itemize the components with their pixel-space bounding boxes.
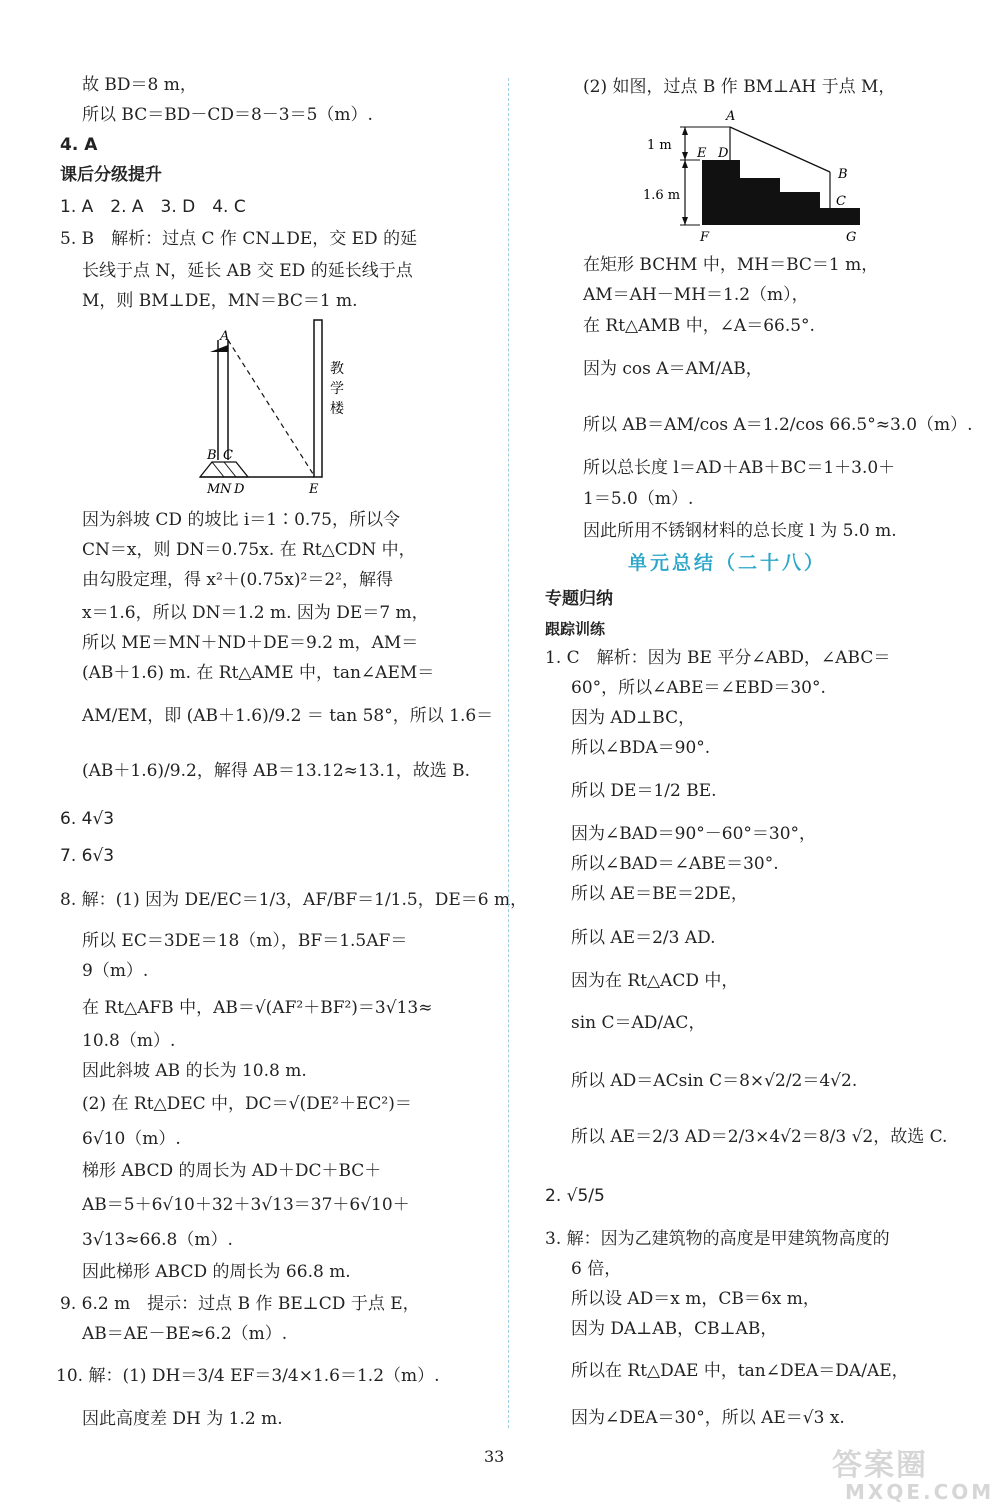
label-n: N xyxy=(220,482,232,497)
text-line: 所以 AB＝AM/cos A＝1.2/cos 66.5°≈3.0（m）. xyxy=(583,415,973,435)
answer-item: 1. C 解析：因为 BE 平分∠ABD，∠ABC＝ xyxy=(545,648,891,668)
text-line: 因此所用不锈钢材料的总长度 l 为 5.0 m. xyxy=(583,521,897,541)
text-line: 9（m）. xyxy=(82,961,149,981)
text-line: 所以 AE＝2/3 AD＝2/3×4√2＝8/3 √2，故选 C. xyxy=(571,1127,948,1147)
text-line: AB＝AE－BE≈6.2（m）. xyxy=(82,1324,288,1344)
label-d: D xyxy=(234,482,245,497)
label-b: B xyxy=(838,167,848,182)
text-line: 在 Rt△AFB 中，AB＝√(AF²＋BF²)＝3√13≈ xyxy=(82,998,433,1018)
answer-item: 4. A xyxy=(60,135,98,155)
answer-item: 7. 6√3 xyxy=(60,846,115,866)
text-line: 所以 AD＝ACsin C＝8×√2/2＝4√2. xyxy=(571,1071,858,1091)
label-m: M xyxy=(207,482,221,497)
answer-item: 9. 6.2 m 提示：过点 B 作 BE⊥CD 于点 E， xyxy=(60,1294,420,1314)
text-line: 所以 DE＝1/2 BE. xyxy=(571,781,717,801)
text-line: 在矩形 BCHM 中，MH＝BC＝1 m， xyxy=(583,255,879,275)
text-line: 故 BD＝8 m， xyxy=(82,75,197,95)
text-line: 所以在 Rt△DAE 中，tan∠DEA＝DA/AE， xyxy=(571,1361,909,1381)
text-line: 1＝5.0（m）. xyxy=(583,489,694,509)
text-line: (AB＋1.6) m. 在 Rt△AME 中，tan∠AEM＝ xyxy=(82,663,435,683)
figure-building-slope xyxy=(190,315,350,500)
text-line: 因此斜坡 AB 的长为 10.8 m. xyxy=(82,1061,307,1081)
answer-item: 10. 解：(1) DH＝3/4 EF＝3/4×1.6＝1.2（m）. xyxy=(56,1366,440,1386)
text-line: 因此高度差 DH 为 1.2 m. xyxy=(82,1409,283,1429)
text-line: 由勾股定理，得 x²＋(0.75x)²＝2²，解得 xyxy=(82,570,393,590)
text-line: sin C＝AD/AC， xyxy=(571,1013,706,1033)
text-line: 因为在 Rt△ACD 中， xyxy=(571,971,739,991)
subsection-heading: 跟踪训练 xyxy=(545,620,606,638)
text-line: 所以 AE＝BE＝2DE， xyxy=(571,884,748,904)
text-line: x＝1.6，所以 DN＝1.2 m. 因为 DE＝7 m， xyxy=(82,603,429,623)
label-a: A xyxy=(726,109,736,124)
text-line: 长线于点 N，延长 AB 交 ED 的延长线于点 xyxy=(82,261,413,281)
text-line: 在 Rt△AMB 中，∠A＝66.5°. xyxy=(583,316,815,336)
building-label-2: 学 xyxy=(330,381,344,397)
text-line: 6 倍， xyxy=(571,1259,622,1279)
label-1m: 1 m xyxy=(647,138,672,153)
text-line: 10.8（m）. xyxy=(82,1031,176,1051)
text-line: 因为 AD⊥BC， xyxy=(571,708,696,728)
text-line: 因为∠DEA＝30°，所以 AE＝√3 x. xyxy=(571,1408,845,1428)
watermark-url: MXQE.COM xyxy=(845,1480,995,1504)
label-c: C xyxy=(223,448,233,463)
watermark-logo: 答案圈 xyxy=(832,1448,928,1483)
text-line: (AB＋1.6)/9.2，解得 AB＝13.12≈13.1，故选 B. xyxy=(82,761,471,781)
label-f: F xyxy=(700,230,710,245)
label-1-6m: 1.6 m xyxy=(643,188,681,203)
label-a: A xyxy=(220,329,230,344)
answer-item: 8. 解：(1) 因为 DE/EC＝1/3，AF/BF＝1/1.5，DE＝6 m， xyxy=(60,890,528,910)
answer-item: 1. A 2. A 3. D 4. C xyxy=(60,197,246,217)
page-number: 33 xyxy=(484,1447,505,1466)
text-line: 60°，所以∠ABE＝∠EBD＝30°. xyxy=(571,678,826,698)
text-line: 所以 BC＝BD－CD＝8－3＝5（m）. xyxy=(82,105,373,125)
text-line: 所以∠BAD＝∠ABE＝30°. xyxy=(571,854,779,874)
label-e: E xyxy=(697,146,707,161)
text-line: (2) 在 Rt△DEC 中，DC＝√(DE²＋EC²)＝ xyxy=(82,1094,412,1114)
label-b: B xyxy=(207,448,217,463)
figure-stairs-railing xyxy=(640,105,880,245)
text-line: CN＝x，则 DN＝0.75x. 在 Rt△CDN 中， xyxy=(82,540,416,560)
text-line: 所以总长度 l＝AD＋AB＋BC＝1＋3.0＋ xyxy=(583,458,896,478)
text-line: (2) 如图，过点 B 作 BM⊥AH 于点 M， xyxy=(583,77,896,97)
text-line: 因为斜坡 CD 的坡比 i＝1∶0.75，所以令 xyxy=(82,510,400,530)
text-line: 所以 EC＝3DE＝18（m），BF＝1.5AF＝ xyxy=(82,931,408,951)
building-label-1: 教 xyxy=(330,361,344,377)
text-line: 所以 ME＝MN＋ND＋DE＝9.2 m，AM＝ xyxy=(82,633,419,653)
answer-item: 5. B 解析：过点 C 作 CN⊥DE，交 ED 的延 xyxy=(60,229,418,249)
section-heading: 课后分级提升 xyxy=(60,165,162,185)
answer-item: 6. 4√3 xyxy=(60,809,115,829)
text-line: M，则 BM⊥DE，MN＝BC＝1 m. xyxy=(82,291,358,311)
label-d: D xyxy=(718,146,729,161)
building-label-3: 楼 xyxy=(330,401,344,417)
section-heading: 专题归纳 xyxy=(545,589,613,609)
text-line: 因为 cos A＝AM/AB， xyxy=(583,359,763,379)
text-line: AM＝AH－MH＝1.2（m）， xyxy=(583,285,809,305)
text-line: 因此梯形 ABCD 的周长为 66.8 m. xyxy=(82,1262,351,1282)
text-line: 因为∠BAD＝90°－60°＝30°， xyxy=(571,824,817,844)
text-line: AB＝5＋6√10＋32＋3√13＝37＋6√10＋ xyxy=(82,1195,410,1215)
text-line: AM/EM，即 (AB＋1.6)/9.2 ＝ tan 58°，所以 1.6＝ xyxy=(82,706,494,726)
text-line: 3√13≈66.8（m）. xyxy=(82,1230,233,1250)
answer-item: 2. √5/5 xyxy=(545,1186,605,1206)
text-line: 所以 AE＝2/3 AD. xyxy=(571,928,716,948)
label-c: C xyxy=(836,194,846,209)
text-line: 6√10（m）. xyxy=(82,1129,181,1149)
text-line: 梯形 ABCD 的周长为 AD＋DC＋BC＋ xyxy=(82,1161,382,1181)
answer-item: 3. 解：因为乙建筑物的高度是甲建筑物高度的 xyxy=(545,1229,890,1249)
label-e: E xyxy=(309,482,319,497)
text-line: 所以∠BDA＝90°. xyxy=(571,738,711,758)
text-line: 因为 DA⊥AB，CB⊥AB， xyxy=(571,1319,778,1339)
label-g: G xyxy=(846,230,857,245)
text-line: 所以设 AD＝x m，CB＝6x m， xyxy=(571,1289,820,1309)
unit-summary-title: 单元总结（二十八） xyxy=(628,552,827,574)
column-divider xyxy=(508,78,509,1428)
